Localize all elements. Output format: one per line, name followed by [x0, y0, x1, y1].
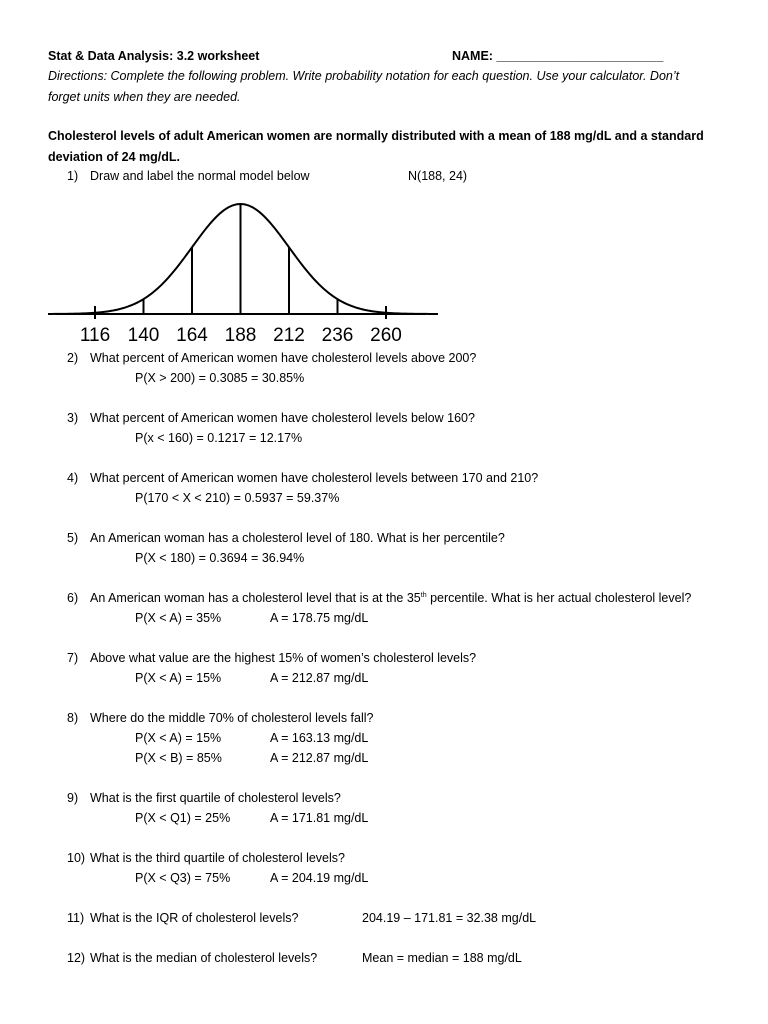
answer-value: A = 178.75 mg/dL — [270, 611, 369, 625]
worksheet-title: Stat & Data Analysis: 3.2 worksheet — [48, 49, 260, 63]
question-number: 4) — [67, 471, 79, 485]
directions-line-1: Directions: Complete the following problem. Write probability notation for each question. Use your calculator. Don’t — [48, 69, 680, 83]
answer-text: 204.19 – 171.81 = 32.38 mg/dL — [362, 911, 537, 925]
question-text — [90, 590, 691, 606]
question-number: 3) — [67, 411, 79, 425]
answer-probability: P(X > 200) = 0.3085 = 30.85% — [135, 371, 305, 385]
question-number: 8) — [67, 711, 79, 725]
answer-value: A = 212.87 mg/dL — [270, 671, 369, 685]
answer-probability: P(X < Q3) = 75% — [135, 871, 231, 885]
answer-value: A = 163.13 mg/dL — [270, 731, 369, 745]
question-number: 11) — [67, 911, 85, 925]
answer-value: A = 212.87 mg/dL — [270, 751, 369, 765]
answer-probability: P(X < A) = 15% — [135, 731, 222, 745]
directions-line-2: forget units when they are needed. — [48, 90, 241, 104]
x-tick-label: 260 — [370, 325, 402, 346]
question-text: Where do the middle 70% of cholesterol levels fall? — [90, 711, 374, 725]
problem-statement-line-1: Cholesterol levels of adult American women are normally distributed with a mean of 188 mg/dL and a standard — [48, 129, 704, 143]
x-tick-label: 164 — [176, 325, 208, 346]
answer-text: Mean = median = 188 mg/dL — [362, 951, 522, 965]
question-number: 6) — [67, 591, 79, 605]
question-text: Above what value are the highest 15% of women’s cholesterol levels? — [90, 651, 477, 665]
question-number: 9) — [67, 791, 79, 805]
question-text: What percent of American women have cholesterol levels above 200? — [90, 351, 477, 365]
question-text-part: percentile. What is her actual cholesterol level? — [426, 591, 692, 605]
question-text: What is the third quartile of cholesterol levels? — [90, 851, 345, 865]
question-number: 12) — [67, 951, 86, 965]
normal-model-notation: N(188, 24) — [408, 169, 468, 183]
normal-curve-line — [48, 204, 438, 314]
question-text-part: An American woman has a cholesterol level that is at the 35 — [90, 591, 421, 605]
normal-curve-svg — [48, 196, 438, 346]
answer-probability: P(X < 180) = 0.3694 = 36.94% — [135, 551, 305, 565]
question-text: What percent of American women have cholesterol levels between 170 and 210? — [90, 471, 539, 485]
question-number: 2) — [67, 351, 79, 365]
x-tick-label: 140 — [127, 325, 160, 346]
problem-statement-line-2: deviation of 24 mg/dL. — [48, 150, 180, 164]
answer-probability: P(X < A) = 35% — [135, 611, 222, 625]
question-text: What percent of American women have cholesterol levels below 160? — [90, 411, 475, 425]
question-text: What is the first quartile of cholesterol levels? — [90, 791, 341, 805]
x-tick-label: 116 — [79, 325, 111, 346]
answer-probability: P(170 < X < 210) = 0.5937 = 59.37% — [135, 491, 340, 505]
answer-probability: P(X < Q1) = 25% — [135, 811, 231, 825]
answer-value: A = 171.81 mg/dL — [270, 811, 369, 825]
answer-probability: P(x < 160) = 0.1217 = 12.17% — [135, 431, 303, 445]
answer-probability: P(X < A) = 15% — [135, 671, 222, 685]
normal-curve-chart — [48, 196, 438, 346]
question-text: What is the IQR of cholesterol levels? — [90, 911, 299, 925]
x-tick-label: 212 — [273, 325, 305, 346]
x-tick-label: 236 — [321, 325, 354, 346]
x-tick-label: 188 — [224, 325, 257, 346]
answer-value: A = 204.19 mg/dL — [270, 871, 369, 885]
question-number: 7) — [67, 651, 79, 665]
question-text: An American woman has a cholesterol level of 180. What is her percentile? — [90, 531, 505, 545]
answer-probability: P(X < B) = 85% — [135, 751, 222, 765]
question-number: 5) — [67, 531, 79, 545]
question-1-text: Draw and label the normal model below — [90, 169, 310, 183]
question-number: 10) — [67, 851, 86, 865]
ordinal-suffix: th — [420, 592, 427, 599]
question-1-number: 1) — [67, 169, 79, 183]
question-text: What is the median of cholesterol levels? — [90, 951, 318, 965]
name-field-label: NAME: ________________________ — [452, 49, 664, 63]
